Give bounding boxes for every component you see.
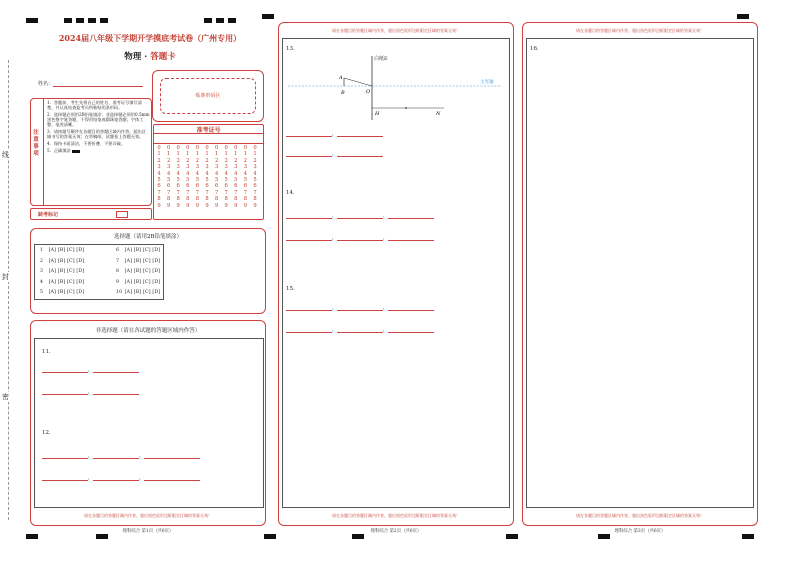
answer-blank[interactable] [42,476,88,481]
exam-id-digit-bubble[interactable]: 8 [157,196,161,203]
answer-blank[interactable] [144,454,200,459]
exam-id-digit-bubble[interactable]: 4 [205,170,209,177]
filled-bubble-example [72,150,80,153]
focus-point [405,107,407,109]
exam-id-digit-bubble[interactable]: 3 [214,164,219,171]
exam-id-column[interactable] [184,145,192,209]
ray-line [344,78,372,86]
exam-id-digit-bubble[interactable]: 9 [186,202,190,209]
exam-id-digit-bubble[interactable]: 4 [166,170,171,177]
exam-id-digit-bubble[interactable]: 7 [205,189,209,196]
exam-id-digit-bubble[interactable]: 0 [195,145,200,151]
exam-id-digit-bubble[interactable]: 2 [157,157,161,164]
choice-question-number: 3 [40,269,44,274]
exam-id-digit-bubble[interactable]: 5 [214,177,219,184]
answer-blank[interactable] [388,236,434,241]
exam-id-digit-bubble[interactable]: 4 [253,170,257,177]
exam-id-column[interactable] [213,145,221,209]
exam-id-digit-bubble[interactable]: 6 [186,183,190,190]
exam-id-digit-bubble[interactable]: 0 [186,145,190,151]
exam-id-digit-bubble[interactable]: 0 [214,145,219,151]
warning-text: 请在各题目的答题区域内作答，超出黑色矩形边框限定区域的答案无效！ [84,513,212,518]
label-O: O [366,89,371,95]
subject-title: 物理 · 答题卡 [124,52,176,62]
q11-blanks-row2[interactable]: ， [42,388,139,395]
answer-blank[interactable] [388,214,434,219]
exam-id-digit-bubble[interactable]: 1 [176,151,180,158]
exam-id-digit-bubble[interactable]: 7 [195,189,200,196]
exam-id-digit-bubble[interactable]: 0 [176,145,180,151]
choice-question-number: 5 [40,290,44,295]
exam-id-digit-bubble[interactable]: 2 [243,157,248,164]
subject-name: 物理 [124,52,142,62]
exam-id-digit-bubble[interactable]: 9 [224,202,228,209]
exam-id-digit-bubble[interactable]: 0 [205,145,209,151]
exam-id-digit-bubble[interactable]: 3 [195,164,200,171]
name-label: 姓名： [38,81,54,87]
answer-blank[interactable] [93,454,139,459]
exam-id-column[interactable] [203,145,211,209]
choice-question-row[interactable] [116,259,160,270]
absent-label: 缺考标记 [38,212,59,218]
exam-id-digit-bubble[interactable]: 9 [253,202,257,209]
registration-mark [76,18,84,23]
choice-question-row[interactable] [116,248,160,259]
choice-question-number: 7 [116,258,120,264]
choice-options[interactable]: [A] [B] [C] [D] [48,248,85,253]
exam-id-digit-bubble[interactable]: 1 [195,151,200,158]
label-B: B [341,90,345,96]
exam-id-digit-bubble[interactable]: 7 [214,189,219,196]
exam-id-column[interactable] [174,145,182,209]
label-axis: 主光轴 [480,80,494,85]
q13-blanks-row1[interactable]: ， [286,130,383,137]
exam-id-digit-bubble[interactable]: 6 [214,183,219,190]
exam-id-digit-bubble[interactable]: 1 [243,151,248,158]
exam-id-column[interactable] [232,145,240,209]
notices-list [47,100,150,153]
exam-id-digit-bubble[interactable]: 7 [234,189,238,196]
exam-id-digit-bubble[interactable]: 9 [243,202,248,209]
choice-section-title: 选择题（请用2B铅笔填涂） [113,234,183,240]
notices-label: 注意事项 [33,130,39,157]
exam-id-digit-bubble[interactable]: 2 [253,157,257,164]
exam-id-digit-bubble[interactable]: 9 [195,202,200,209]
exam-id-digit-bubble[interactable]: 6 [243,183,248,190]
exam-id-digit-bubble[interactable]: 9 [205,202,209,209]
exam-id-digit-bubble[interactable]: 6 [234,183,238,190]
answer-blank[interactable] [93,476,139,481]
exam-id-blank-line [153,143,264,144]
q12-blanks-row1[interactable]: ， ， [42,452,200,459]
answer-card-label: 答题卡 [150,52,176,62]
choice-options[interactable]: [A] [B] [C] [D] [124,258,161,264]
q15-blanks-row1[interactable]: ， ， [286,304,434,311]
choice-question-number: 10 [116,290,123,295]
exam-id-digit-bubble[interactable]: 0 [234,145,238,151]
exam-id-digit-bubble[interactable]: 6 [195,183,200,190]
exam-id-digit-bubble[interactable]: 5 [166,177,171,184]
choice-options[interactable]: [A] [B] [C] [D] [124,269,161,274]
exam-id-digit-bubble[interactable]: 9 [176,202,180,209]
answer-blank[interactable] [42,390,88,395]
registration-mark [64,18,72,23]
exam-id-digit-bubble[interactable]: 6 [176,183,180,190]
exam-id-digit-bubble[interactable]: 2 [186,157,190,164]
exam-id-label: 准考证号 [196,127,221,134]
choice-options[interactable]: [A] [B] [C] [D] [48,279,85,285]
exam-id-column[interactable] [193,145,201,209]
choice-options[interactable]: [A] [B] [C] [D] [48,269,85,274]
answer-blank[interactable] [42,454,88,459]
choice-question-row[interactable] [40,259,84,270]
notice-item: 3．请按题号顺序在各题目的答题区域内作答，超出区域书写的答案无效；在草稿纸、试题卷上答题无效。 [47,129,146,139]
q11-label: 11． [42,349,55,355]
exam-id-digit-bubble[interactable]: 1 [205,151,209,158]
binding-line [8,60,9,520]
exam-id-digit-bubble[interactable]: 2 [214,157,219,164]
exam-id-digit-bubble[interactable]: 8 [186,196,190,203]
exam-id-digit-bubble[interactable]: 0 [157,145,161,151]
exam-id-digit-bubble[interactable]: 7 [224,189,228,196]
registration-mark [204,18,212,23]
exam-id-digit-bubble[interactable]: 2 [205,157,209,164]
choice-question-number: 2 [40,258,44,264]
exam-id-digit-bubble[interactable]: 8 [214,196,219,203]
exam-id-digit-bubble[interactable]: 5 [157,177,161,184]
registration-mark [26,534,38,539]
warning-text: 请在各题目的答题区域内作答，超出黑色矩形边框限定区域的答案无效！ [332,28,460,33]
registration-mark [262,14,274,19]
choice-question-number: 8 [116,269,120,274]
exam-id-digit-bubble[interactable]: 6 [157,183,161,190]
exam-id-digit-bubble[interactable]: 4 [214,170,219,177]
exam-id-digit-bubble[interactable]: 4 [234,170,238,177]
answer-blank[interactable] [286,236,332,241]
exam-id-digit-bubble[interactable]: 9 [234,202,238,209]
barcode-label: 贴条形码区 [195,93,221,99]
exam-id-digit-bubble[interactable]: 5 [195,177,200,184]
choice-options[interactable]: [A] [B] [C] [D] [124,248,161,253]
exam-id-digit-bubble[interactable]: 3 [205,164,209,171]
q13-diagram [284,50,508,126]
page3-answer-box [526,38,754,508]
exam-id-digit-bubble[interactable]: 3 [234,164,238,171]
exam-id-digit-bubble[interactable]: 5 [243,177,248,184]
warning-text: 请在各题目的答题区域内作答，超出黑色矩形边框限定区域的答案无效！ [576,513,704,518]
registration-mark [598,534,610,539]
label-N: N [436,111,441,117]
notice-item: 1．答题前，考生先将自己的姓名、准考证号填写清楚，并认真检查监考员所粘贴的条形码。 [47,100,142,110]
choice-options[interactable]: [A] [B] [C] [D] [124,279,161,285]
registration-mark [96,534,108,539]
exam-id-digit-bubble[interactable]: 3 [243,164,248,171]
binding-label-line: 线 [2,151,9,159]
exam-id-digit-bubble[interactable]: 4 [157,170,161,177]
q15-blanks-row2[interactable]: ， ， [286,326,434,333]
q12-label: 12． [42,430,55,436]
exam-id-digit-bubble[interactable]: 4 [243,170,248,177]
exam-id-column[interactable] [165,145,173,209]
exam-id-digit-bubble[interactable]: 6 [166,183,171,190]
exam-id-digit-bubble[interactable]: 7 [243,189,248,196]
page-footer: 理科综合 第1页（共6页） [122,529,174,534]
exam-id-digit-bubble[interactable]: 5 [224,177,228,184]
exam-id-digit-bubble[interactable]: 8 [253,196,257,203]
answer-blank[interactable] [144,476,200,481]
exam-id-digit-bubble[interactable]: 9 [157,202,161,209]
exam-id-digit-bubble[interactable]: 8 [205,196,209,203]
answer-blank[interactable] [337,236,383,241]
exam-id-columns[interactable] [155,145,263,219]
exam-id-digit-bubble[interactable]: 7 [253,189,257,196]
answer-blank[interactable] [286,306,332,311]
choice-options[interactable]: [A] [B] [C] [D] [124,290,161,295]
choice-options[interactable]: [A] [B] [C] [D] [48,258,85,264]
exam-id-digit-bubble[interactable]: 9 [166,202,171,209]
choice-question-row[interactable] [116,269,160,280]
exam-id-digit-bubble[interactable]: 2 [195,157,200,164]
warning-text: 请在各题目的答题区域内作答，超出黑色矩形边框限定区域的答案无效！ [332,513,460,518]
nonchoice-answer-box [34,338,264,508]
exam-id-digit-bubble[interactable]: 6 [205,183,209,190]
exam-id-digit-bubble[interactable]: 8 [195,196,200,203]
label-A: A [339,75,343,81]
exam-id-digit-bubble[interactable]: 0 [166,145,171,151]
exam-id-digit-bubble[interactable]: 7 [166,189,171,196]
choice-question-row[interactable] [40,248,84,259]
exam-id-digit-bubble[interactable]: 8 [176,196,180,203]
answer-blank[interactable] [388,328,434,333]
answer-blank[interactable] [286,152,332,157]
choice-question-number: 9 [116,279,120,285]
answer-blank[interactable] [286,214,332,219]
q13-label: 13． [286,46,299,52]
choice-question-row[interactable] [40,280,84,291]
name-field[interactable] [38,80,143,87]
exam-id-column[interactable] [241,145,249,209]
answer-blank[interactable] [286,328,332,333]
answer-blank[interactable] [337,214,383,219]
exam-id-digit-bubble[interactable]: 4 [224,170,228,177]
exam-id-digit-bubble[interactable]: 3 [253,164,257,171]
name-blank[interactable] [53,82,143,87]
label-H: H [375,111,380,117]
exam-id-digit-bubble[interactable]: 8 [166,196,171,203]
registration-mark [216,18,224,23]
exam-id-digit-bubble[interactable]: 5 [186,177,190,184]
exam-id-digit-bubble[interactable]: 6 [253,183,257,190]
q13-blanks-row2[interactable]: ， [286,150,383,157]
exam-id-column[interactable] [251,145,259,209]
exam-id-header-line [153,133,264,134]
exam-id-digit-bubble[interactable]: 2 [224,157,228,164]
registration-mark [100,18,108,23]
answer-blank[interactable] [93,368,139,373]
exam-id-digit-bubble[interactable]: 4 [176,170,180,177]
q14-label: 14． [286,190,299,196]
q12-blanks-row2[interactable]: ， ， [42,474,200,481]
binding-label-seal: 封 [2,273,9,281]
exam-id-digit-bubble[interactable]: 3 [166,164,171,171]
exam-id-column[interactable] [155,145,163,209]
exam-id-digit-bubble[interactable]: 8 [243,196,248,203]
exam-id-digit-bubble[interactable]: 1 [157,151,161,158]
registration-mark [506,534,518,539]
notice-item: 4．保持卡面清洁，不要折叠、不要弄破。 [47,141,126,146]
answer-blank[interactable] [337,132,383,137]
binding-label-secret: 密 [2,393,9,401]
registration-mark [742,534,754,539]
choice-options[interactable]: [A] [B] [C] [D] [48,290,85,295]
exam-id-digit-bubble[interactable]: 5 [253,177,257,184]
choice-question-row[interactable] [40,290,84,301]
exam-id-digit-bubble[interactable]: 7 [157,189,161,196]
notices-divider [43,98,44,206]
exam-id-digit-bubble[interactable]: 3 [186,164,190,171]
registration-mark [26,18,38,23]
exam-id-digit-bubble[interactable]: 3 [224,164,228,171]
exam-id-digit-bubble[interactable]: 7 [186,189,190,196]
exam-id-digit-bubble[interactable]: 3 [157,164,161,171]
q15-label: 15． [286,286,299,292]
choice-question-number: 4 [40,279,44,285]
exam-id-column[interactable] [222,145,230,209]
answer-blank[interactable] [337,328,383,333]
exam-id-digit-bubble[interactable]: 5 [205,177,209,184]
exam-id-digit-bubble[interactable]: 2 [234,157,238,164]
choice-question-number: 6 [116,248,120,253]
exam-id-digit-bubble[interactable]: 4 [186,170,190,177]
label-mirror: 白纸E [374,56,388,62]
registration-mark [737,14,749,19]
answer-blank[interactable] [93,390,139,395]
choice-col-right [116,248,160,301]
registration-mark [88,18,96,23]
exam-id-digit-bubble[interactable]: 4 [195,170,200,177]
exam-id-digit-bubble[interactable]: 0 [253,145,257,151]
exam-id-digit-bubble[interactable]: 5 [176,177,180,184]
notice-item-fill-example: 5．正确填涂 [47,148,150,153]
exam-id-digit-bubble[interactable]: 0 [224,145,228,151]
exam-id-digit-bubble[interactable]: 0 [243,145,248,151]
registration-mark [264,534,276,539]
warning-text: 请在各题目的答题区域内作答，超出黑色矩形边框限定区域的答案无效！ [576,28,704,33]
exam-id-digit-bubble[interactable]: 7 [176,189,180,196]
exam-id-digit-bubble[interactable]: 9 [214,202,219,209]
exam-id-digit-bubble[interactable]: 3 [176,164,180,171]
answer-blank[interactable] [286,132,332,137]
registration-mark [228,18,236,23]
exam-id-digit-bubble[interactable]: 1 [214,151,219,158]
nonchoice-title: 非选择题（请在各试题的答题区域内作答） [95,328,201,334]
exam-id-digit-bubble[interactable]: 1 [253,151,257,158]
answer-blank[interactable] [42,368,88,373]
answer-blank[interactable] [337,306,383,311]
answer-blank[interactable] [388,306,434,311]
q14-blanks-row2[interactable]: ， ， [286,234,434,241]
choice-question-row[interactable] [116,280,160,291]
q16-label: 16． [530,46,543,52]
exam-title: 2024届八年级下学期开学摸底考试卷（广州专用） [58,33,242,43]
absent-checkbox[interactable] [116,211,128,218]
answer-blank[interactable] [337,152,383,157]
exam-id-digit-bubble[interactable]: 1 [234,151,238,158]
q11-blanks-row1[interactable]: ， [42,366,139,373]
notice-item: 2．选择题必须用2B铅笔填涂；非选择题必须用0.5mm黑色签字笔答题，不得用铅笔或圆珠笔答题；字体工整、笔迹清晰。 [47,112,150,127]
choice-col-left [40,248,84,301]
exam-id-digit-bubble[interactable]: 1 [186,151,190,158]
choice-question-number: 1 [40,248,44,253]
exam-id-digit-bubble[interactable]: 1 [224,151,228,158]
registration-mark [352,534,364,539]
page-footer: 理科综合 第2页（共6页） [370,529,422,534]
q14-blanks-row1[interactable]: ， ， [286,212,434,219]
page-footer: 理科综合 第3页（共6页） [614,529,666,534]
exam-id-digit-bubble[interactable]: 8 [224,196,228,203]
choice-question-row[interactable] [40,269,84,280]
exam-id-digit-bubble[interactable]: 5 [234,177,238,184]
exam-id-digit-bubble[interactable]: 6 [224,183,228,190]
choice-question-row[interactable] [116,290,160,301]
exam-id-digit-bubble[interactable]: 2 [176,157,180,164]
exam-id-digit-bubble[interactable]: 8 [234,196,238,203]
exam-id-digit-bubble[interactable]: 1 [166,151,171,158]
exam-id-digit-bubble[interactable]: 2 [166,157,171,164]
